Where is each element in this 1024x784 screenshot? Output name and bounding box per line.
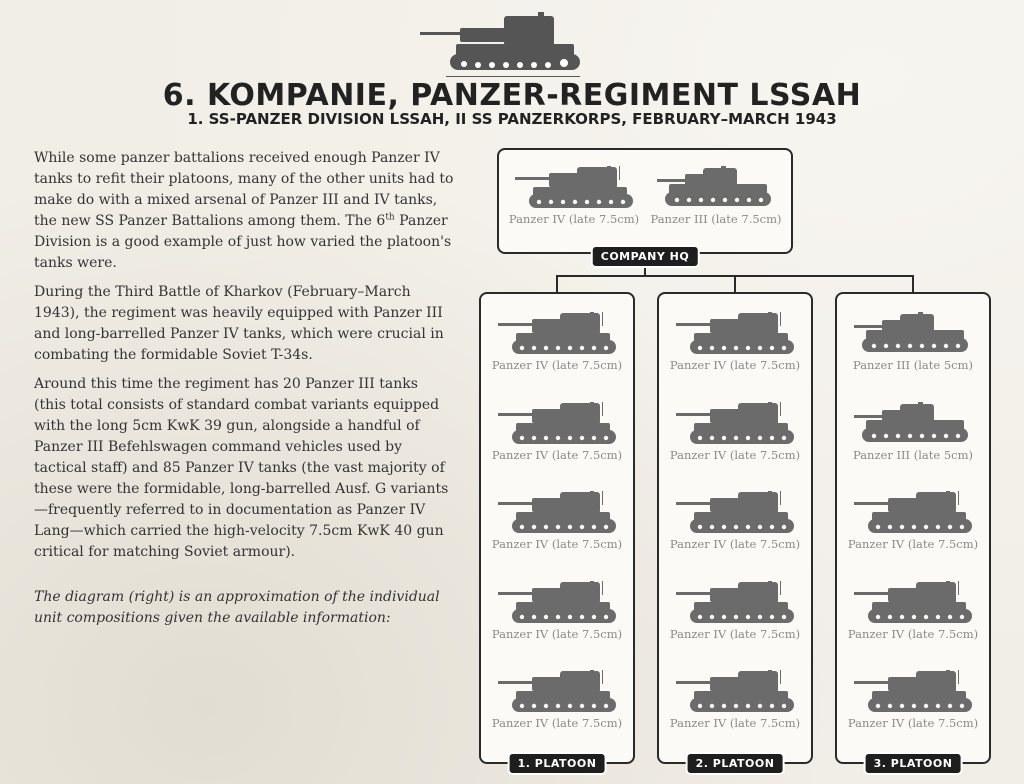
platoon-1-unit	[482, 581, 632, 641]
unit-label: Panzer IV (late 7.5cm)	[847, 626, 979, 641]
unit-label: Panzer IV (late 7.5cm)	[491, 626, 623, 641]
platoon-3-unit	[838, 491, 988, 551]
paragraph-1-a: While some panzer battalions received enough Panzer IV tanks to refit their platoons, many of the other units had to make do with a mixed arsenal of Panzer III and IV tanks, the new SS Panzer Battalions among them. The 6	[34, 150, 454, 229]
platoon-3-unit	[838, 670, 988, 730]
unit-label: Panzer IV (late 7.5cm)	[669, 358, 801, 372]
platoon-3-unit	[838, 402, 988, 462]
panzer-iii-tank-icon	[854, 402, 972, 446]
paragraph-4: The diagram (right) is an approximation of the individual unit compositions given the available information:	[34, 589, 440, 626]
unit-label: Panzer IV (late 7.5cm)	[669, 537, 801, 551]
unit-label: Panzer IV (late 7.5cm)	[508, 212, 640, 226]
platoon-1-unit	[482, 491, 632, 551]
unit-label: Panzer IV (late 7.5cm)	[669, 626, 801, 641]
platoon-2-unit	[660, 402, 810, 462]
page-title: 6. KOMPANIE, PANZER-REGIMENT LSSAH	[162, 78, 862, 113]
panzer-iv-tank-icon	[854, 670, 972, 714]
unit-label: Panzer IV (late 7.5cm)	[669, 447, 801, 462]
unit-label: Panzer IV (late 7.5cm)	[847, 716, 979, 730]
paragraph-3: Around this time the regiment has 20 Panzer III tanks (this total consists of standard combat variants equipped with the long 5cm KwK 39 gun, alongside a handful of Panzer III Befehlswagen command vehicles used by tactical staff) and 85 Panzer IV tanks (the vast majority of these were the formidable, long-barrelled Ausf. G variants—frequently referred to in documentation as Panzer IV Lang—which carried the high-velocity 7.5cm KwK 40 gun critical for matching Soviet armour).	[34, 376, 449, 560]
panzer-iv-tank-icon	[854, 581, 972, 625]
company-hq-badge: COMPANY HQ	[591, 245, 700, 268]
panzer-iv-tank-icon	[676, 402, 794, 446]
panzer-iv-tank-icon	[676, 581, 794, 625]
panzer-iv-tank-icon	[676, 312, 794, 356]
platoon-2-unit	[660, 670, 810, 730]
platoon-1-badge: 1. PLATOON	[508, 752, 607, 775]
panzer-iv-tank-icon	[498, 312, 616, 356]
panzer-iv-tank-icon	[515, 166, 633, 210]
panzer-iv-tank-icon	[854, 491, 972, 535]
connector-p3	[912, 275, 914, 293]
unit-label: Panzer IV (late 7.5cm)	[669, 716, 801, 730]
platoon-3-unit	[838, 581, 988, 641]
description-text	[34, 148, 454, 637]
panzer-iv-tank-icon	[676, 491, 794, 535]
page-subtitle: 1. SS-PANZER DIVISION LSSAH, II SS PANZERKORPS, FEBRUARY–MARCH 1943	[187, 110, 837, 128]
panzer-iv-tank-icon	[498, 581, 616, 625]
platoon-1-unit	[482, 312, 632, 372]
panzer-iii-tank-icon	[657, 166, 775, 210]
panzer-iii-tank-icon	[854, 312, 972, 356]
panzer-iv-tank-icon	[498, 491, 616, 535]
unit-label: Panzer IV (late 7.5cm)	[491, 358, 623, 372]
platoon-2-unit	[660, 581, 810, 641]
platoon-2-unit	[660, 312, 810, 372]
unit-label: Panzer IV (late 7.5cm)	[491, 537, 623, 551]
platoon-3-badge: 3. PLATOON	[864, 752, 963, 775]
unit-label: Panzer III (late 5cm)	[852, 447, 974, 462]
connector-p1	[556, 275, 558, 293]
paragraph-1-b: Panzer Division is a good example of just how varied the platoon's tanks were.	[34, 213, 452, 271]
unit-label: Panzer IV (late 7.5cm)	[491, 447, 623, 462]
header-tank-silhouette-icon	[420, 12, 580, 78]
unit-label: Panzer III (late 7.5cm)	[650, 212, 782, 226]
unit-label: Panzer III (late 5cm)	[852, 358, 974, 372]
platoon-1-unit	[482, 402, 632, 462]
panzer-iv-tank-icon	[676, 670, 794, 714]
company-hq-unit	[499, 166, 649, 226]
paragraph-1	[34, 148, 454, 274]
unit-label: Panzer IV (late 7.5cm)	[847, 537, 979, 551]
panzer-iv-tank-icon	[498, 670, 616, 714]
platoon-1-unit	[482, 670, 632, 730]
paragraph-2: During the Third Battle of Kharkov (February–March 1943), the regiment was heavily equipped with Panzer III and long-barrelled Panzer IV tanks, which were crucial in combating the formidable Soviet T-34s.	[34, 284, 444, 363]
company-hq-unit	[641, 166, 791, 226]
platoon-2-badge: 2. PLATOON	[686, 752, 785, 775]
platoon-2-unit	[660, 491, 810, 551]
platoon-3-unit	[838, 312, 988, 372]
paragraph-1-sup: th	[385, 212, 395, 223]
panzer-iv-tank-icon	[498, 402, 616, 446]
unit-label: Panzer IV (late 7.5cm)	[491, 716, 623, 730]
title-rule	[446, 76, 580, 77]
connector-p2	[734, 275, 736, 293]
